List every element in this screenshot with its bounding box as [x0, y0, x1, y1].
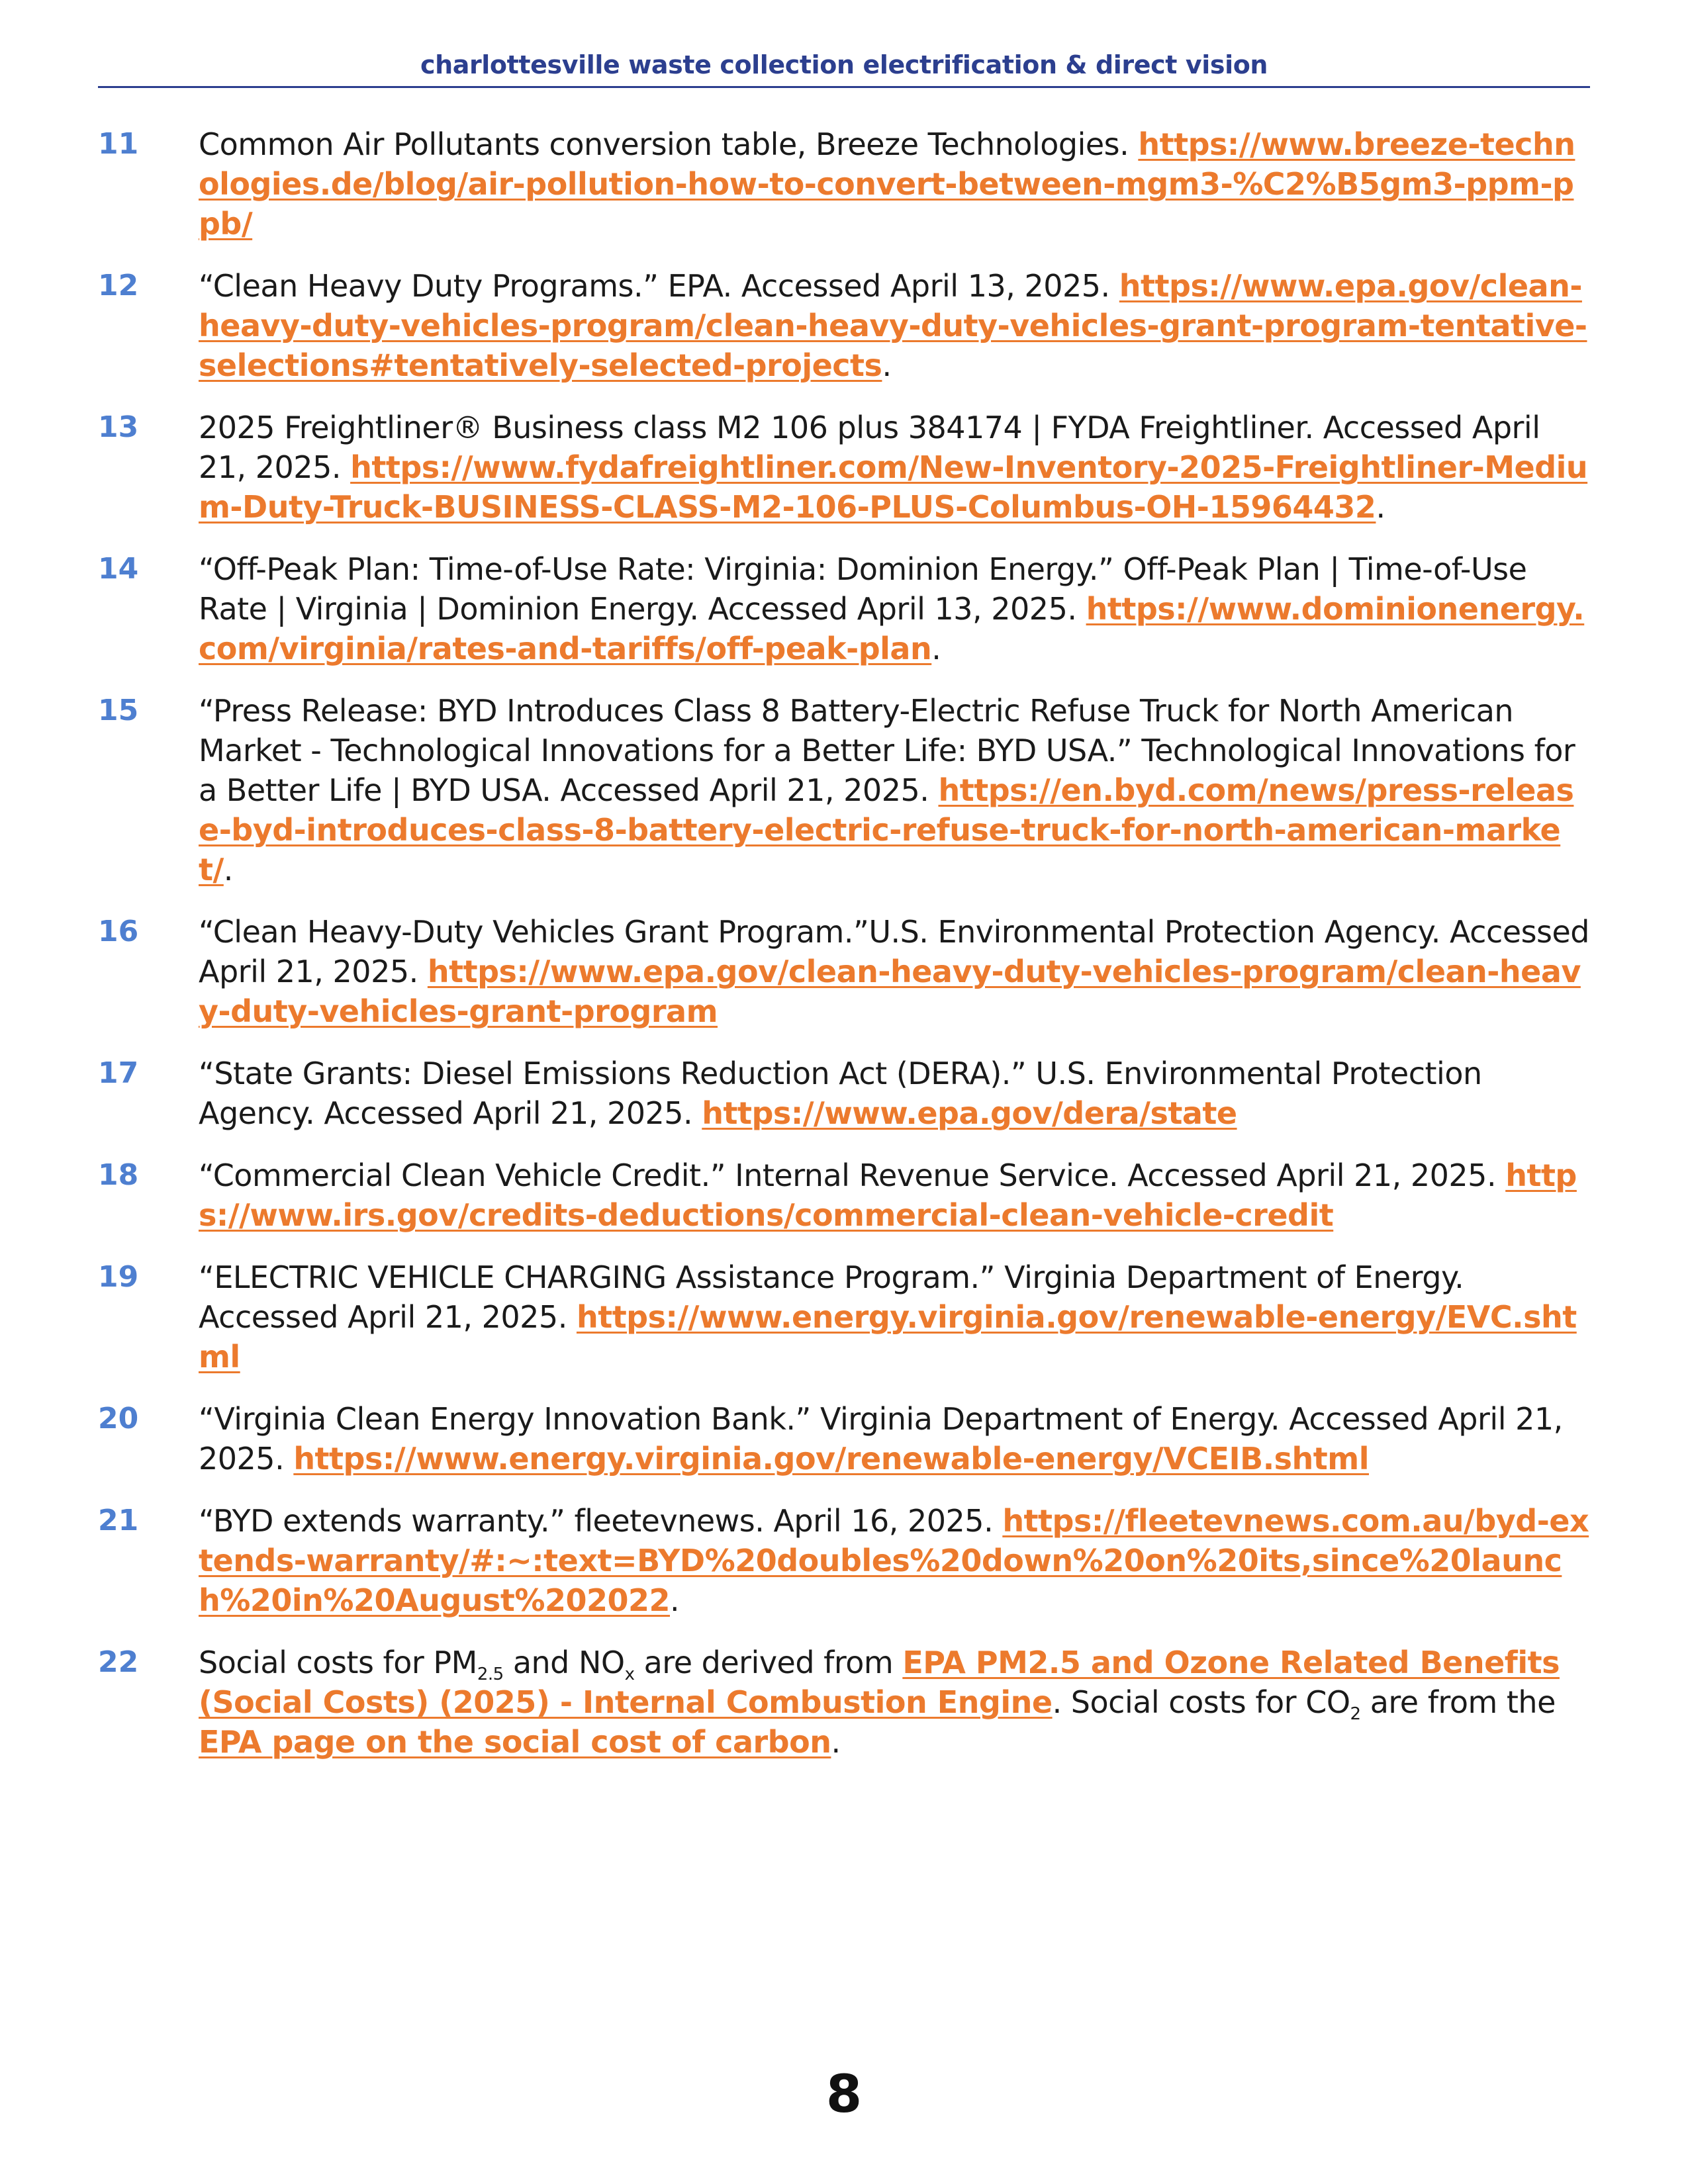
endnote-trailing: . — [1376, 489, 1385, 525]
endnote-number: 19 — [98, 1260, 139, 1294]
endnote-body — [199, 912, 1590, 1031]
endnote-body — [199, 1156, 1590, 1235]
endnote-18 — [98, 1156, 1590, 1235]
endnote-text: “Press Release: BYD Introduces Class 8 Battery-Electric Refuse Truck for North American Market - Technological Innovations for a Better Life: BYD USA.” Technological Innovations for a Better Life | BYD USA. Accessed April 21, 2025. — [199, 693, 1575, 808]
endnote-16 — [98, 912, 1590, 1031]
epa-social-costs-link[interactable]: EPA PM2.5 and Ozone Related Benefits (Social Costs) (2025) - Internal Combustion Engine — [199, 1645, 1560, 1720]
endnote-13 — [98, 408, 1590, 527]
endnote-number: 21 — [98, 1504, 139, 1537]
endnote-link[interactable]: https://www.epa.gov/clean-heavy-duty-vehicles-program/clean-heavy-duty-vehicles-grant-program-tentative-selections#tentatively-selected-projects — [199, 268, 1587, 383]
endnote-text: are derived from — [634, 1645, 903, 1680]
endnotes-list — [98, 124, 1590, 1784]
endnote-number: 14 — [98, 552, 139, 586]
endnote-text: are from the — [1360, 1684, 1556, 1720]
endnote-trailing: . — [831, 1724, 841, 1760]
endnote-link[interactable]: https://www.fydafreightliner.com/New-Inventory-2025-Freightliner-Medium-Duty-Truck-BUSINESS-CLASS-M2-106-PLUS-Columbus-OH-15964432 — [199, 449, 1588, 525]
endnote-19 — [98, 1257, 1590, 1377]
endnote-text: “Clean Heavy-Duty Vehicles Grant Program.”U.S. Environmental Protection Agency. Accessed April 21, 2025. — [199, 914, 1589, 989]
endnote-link[interactable]: https://www.irs.gov/credits-deductions/commercial-clean-vehicle-credit — [199, 1158, 1577, 1233]
endnote-trailing: . — [223, 852, 233, 887]
endnote-text: . Social costs for CO — [1052, 1684, 1350, 1720]
endnote-21 — [98, 1501, 1590, 1620]
subscript-co2: 2 — [1350, 1704, 1361, 1724]
subscript-pm: 2.5 — [477, 1664, 504, 1684]
endnote-body — [199, 1399, 1590, 1479]
endnote-number: 11 — [98, 127, 139, 161]
endnote-11 — [98, 124, 1590, 244]
endnote-body — [199, 266, 1590, 385]
endnote-number: 13 — [98, 410, 139, 444]
endnote-text: “Off-Peak Plan: Time-of-Use Rate: Virginia: Dominion Energy.” Off-Peak Plan | Time-of-Use Rate | Virginia | Dominion Energy. Accessed April 13, 2025. — [199, 551, 1527, 627]
endnote-trailing: . — [882, 347, 892, 383]
endnote-number: 17 — [98, 1056, 139, 1090]
endnote-body — [199, 691, 1590, 889]
endnote-trailing: . — [931, 631, 941, 666]
page-number: 8 — [825, 2065, 863, 2124]
subscript-nox: x — [624, 1664, 635, 1684]
running-header: charlottesville waste collection electrification & direct vision — [420, 50, 1268, 79]
endnote-link[interactable]: https://www.dominionenergy.com/virginia/rates-and-tariffs/off-peak-plan — [199, 591, 1585, 666]
endnote-text: “Commercial Clean Vehicle Credit.” Internal Revenue Service. Accessed April 21, 2025. — [199, 1158, 1506, 1193]
endnote-link[interactable]: https://www.energy.virginia.gov/renewable-energy/VCEIB.shtml — [293, 1441, 1369, 1477]
endnote-14 — [98, 549, 1590, 668]
endnote-link[interactable]: https://en.byd.com/news/press-release-byd-introduces-class-8-battery-electric-refuse-truck-for-north-american-market/ — [199, 772, 1574, 887]
endnote-number: 20 — [98, 1402, 139, 1435]
endnote-body — [199, 1501, 1590, 1620]
endnote-body — [199, 124, 1590, 244]
endnote-number: 15 — [98, 694, 139, 727]
endnote-body — [199, 1054, 1590, 1133]
endnote-number: 22 — [98, 1645, 139, 1679]
endnote-link[interactable]: https://fleetevnews.com.au/byd-extends-warranty/#:~:text=BYD%20doubles%20down%20on%20its,since%20launch%20in%20August%202022 — [199, 1503, 1589, 1618]
endnote-text: “Virginia Clean Energy Innovation Bank.” Virginia Department of Energy. Accessed April 21, 2025. — [199, 1401, 1563, 1477]
endnote-link[interactable]: https://www.breeze-technologies.de/blog/air-pollution-how-to-convert-between-mgm3-%C2%B5gm3-ppm-ppb/ — [199, 126, 1575, 242]
endnote-trailing: . — [670, 1582, 680, 1618]
endnote-text: 2025 Freightliner® Business class M2 106 plus 384174 | FYDA Freightliner. Accessed April 21, 2025. — [199, 410, 1540, 485]
endnote-body — [199, 1643, 1590, 1762]
endnote-body — [199, 549, 1590, 668]
endnote-text: “Clean Heavy Duty Programs.” EPA. Accessed April 13, 2025. — [199, 268, 1119, 304]
endnote-text: and NO — [503, 1645, 625, 1680]
endnote-link[interactable]: https://www.epa.gov/clean-heavy-duty-vehicles-program/clean-heavy-duty-vehicles-grant-program — [199, 954, 1581, 1029]
endnote-text: Common Air Pollutants conversion table, Breeze Technologies. — [199, 126, 1139, 162]
endnote-body — [199, 408, 1590, 527]
endnote-text: “State Grants: Diesel Emissions Reduction Act (DERA).” U.S. Environmental Protection Agency. Accessed April 21, 2025. — [199, 1056, 1482, 1131]
endnote-number: 18 — [98, 1158, 139, 1192]
endnote-number: 16 — [98, 915, 139, 948]
endnote-22 — [98, 1643, 1590, 1762]
social-cost-of-carbon-link[interactable]: EPA page on the social cost of carbon — [199, 1724, 831, 1760]
endnote-number: 12 — [98, 269, 139, 302]
endnote-text: Social costs for PM — [199, 1645, 477, 1680]
endnote-20 — [98, 1399, 1590, 1479]
endnote-link[interactable]: https://www.epa.gov/dera/state — [702, 1095, 1237, 1131]
endnote-17 — [98, 1054, 1590, 1133]
endnote-15 — [98, 691, 1590, 889]
endnote-text: “BYD extends warranty.” fleetevnews. April 16, 2025. — [199, 1503, 1003, 1539]
endnote-link[interactable]: https://www.energy.virginia.gov/renewable-energy/EVC.shtml — [199, 1299, 1577, 1375]
endnote-text: “ELECTRIC VEHICLE CHARGING Assistance Program.” Virginia Department of Energy. Accessed April 21, 2025. — [199, 1259, 1464, 1335]
endnote-12 — [98, 266, 1590, 385]
header-rule — [98, 86, 1590, 88]
endnote-body — [199, 1257, 1590, 1377]
